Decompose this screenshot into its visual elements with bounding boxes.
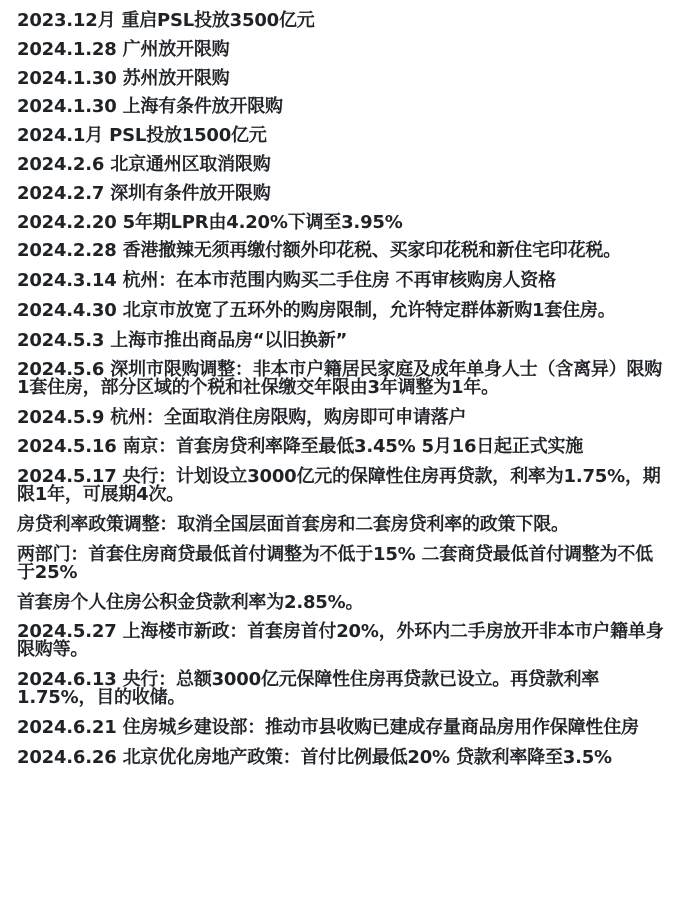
policy-timeline-document xyxy=(17,7,665,774)
timeline-entry: 2024.5.3 上海市推出商品房“以旧换新” xyxy=(17,330,348,352)
timeline-entry: 房贷利率政策调整：取消全国层面首套房和二套房贷利率的政策下限。 xyxy=(17,513,569,535)
timeline-entry: 2023.12月 重启PSL投放3500亿元 xyxy=(17,10,315,31)
timeline-entry: 2024.5.27 上海楼市新政：首套房首付20%，外环内二手房放开非本市户籍单身限购等。 xyxy=(17,620,664,660)
timeline-entry: 2024.6.26 北京优化房地产政策：首付比例最低20% 贷款利率降至3.5% xyxy=(17,746,612,768)
timeline-entry: 2024.2.7 深圳有条件放开限购 xyxy=(17,182,271,204)
timeline-entry: 2024.5.16 南京：首套房贷利率降至最低3.45% 5月16日起正式实施 xyxy=(17,435,584,457)
timeline-entry: 2024.5.6 深圳市限购调整：非本市户籍居民家庭及成年单身人士（含离异）限购1套住房，部分区域的个税和社保缴交年限由3年调整为1年。 xyxy=(17,359,663,399)
timeline-entry: 2024.6.13 央行：总额3000亿元保障性住房再贷款已设立。再贷款利率1.75%，目的收储。 xyxy=(17,668,600,708)
timeline-entry: 2024.5.9 杭州：全面取消住房限购，购房即可申请落户 xyxy=(17,407,467,429)
timeline-entry: 两部门：首套住房商贷最低首付调整为不低于15% 二套商贷最低首付调整为不低于25% xyxy=(17,543,653,583)
timeline-entry: 2024.1.28 广州放开限购 xyxy=(17,38,230,60)
timeline-entry: 2024.4.30 北京市放宽了五环外的购房限制，允许特定群体新购1套住房。 xyxy=(17,300,616,322)
timeline-entry: 2024.5.17 央行：计划设立3000亿元的保障性住房再贷款，利率为1.75%，期限1年，可展期4次。 xyxy=(17,465,661,505)
timeline-entry: 2024.2.6 北京通州区取消限购 xyxy=(17,153,271,175)
timeline-entry: 2024.2.28 香港撤辣无须再缴付额外印花税、买家印花税和新住宅印花税。 xyxy=(17,240,622,262)
timeline-entry: 首套房个人住房公积金贷款利率为2.85%。 xyxy=(17,591,364,613)
scrollbar[interactable] xyxy=(668,6,673,906)
timeline-entry: 2024.2.20 5年期LPR由4.20%下调至3.95% xyxy=(17,211,403,233)
timeline-entry: 2024.6.21 住房城乡建设部：推动市县收购已建成存量商品房用作保障性住房 xyxy=(17,716,639,738)
timeline-entry: 2024.1.30 苏州放开限购 xyxy=(17,67,230,89)
timeline-entry: 2024.1.30 上海有条件放开限购 xyxy=(17,96,283,118)
timeline-entry: 2024.1月 PSL投放1500亿元 xyxy=(17,125,267,147)
timeline-entry: 2024.3.14 杭州：在本市范围内购买二手住房 不再审核购房人资格 xyxy=(17,270,556,292)
